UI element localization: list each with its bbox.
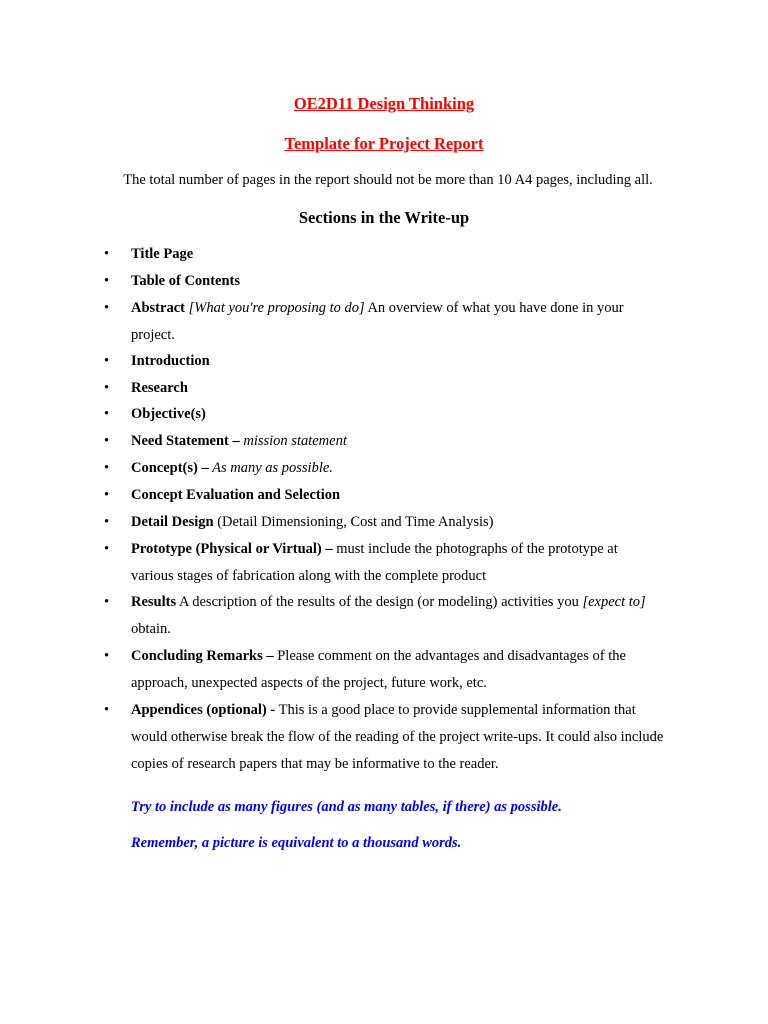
section-heading: Sections in the Write-up [298, 208, 470, 227]
bullet-icon: • [104, 594, 110, 610]
item-label: Abstract [131, 300, 185, 316]
list-item-concluding-remarks [104, 643, 664, 697]
course-title: OE2D11 Design Thinking [293, 94, 475, 113]
bullet-icon: • [104, 514, 110, 530]
bullet-icon: • [104, 353, 110, 369]
item-text-end: obtain. [131, 621, 171, 637]
bullet-icon: • [104, 460, 110, 476]
list-item-results [104, 589, 664, 643]
item-text: An overview of what you have done in your project. [131, 300, 624, 343]
item-label: Prototype (Physical or Virtual) – [131, 541, 333, 557]
list-item-concept-evaluation [104, 482, 664, 509]
bullet-icon: • [104, 541, 110, 557]
bullet-icon: • [104, 406, 110, 422]
bullet-icon: • [104, 487, 110, 503]
item-label: Results [131, 594, 177, 610]
bullet-icon: • [104, 648, 110, 664]
list-item-table-of-contents [104, 268, 664, 295]
item-italic: As many as possible. [208, 460, 333, 476]
item-text: This is a good place to provide supplemental information that would otherwise break the flow of the reading of the project write-ups. It could also include copies of research papers that may be informative to the reader. [131, 702, 664, 772]
item-label: Title Page [131, 246, 194, 262]
item-italic: [What you're proposing to do] [184, 300, 365, 316]
list-item-introduction [104, 348, 664, 375]
item-label: Appendices (optional) - [131, 702, 276, 718]
item-label: Table of Contents [131, 273, 241, 289]
list-item-objectives [104, 401, 664, 428]
bullet-icon: • [104, 246, 110, 262]
item-label: Objective(s) [131, 406, 206, 422]
list-item-need-statement [104, 428, 664, 455]
list-item-abstract [104, 295, 664, 349]
picture-note: Remember, a picture is equivalent to a thousand words. [131, 835, 462, 851]
item-label: Need Statement – [131, 433, 240, 449]
intro-paragraph: The total number of pages in the report should not be more than 10 A4 pages, including all. [123, 172, 653, 188]
list-item-detail-design [104, 509, 664, 536]
list-item-concepts [104, 455, 664, 482]
item-label: Detail Design [131, 514, 214, 530]
item-label: Concluding Remarks – [131, 648, 274, 664]
item-label: Concept Evaluation and Selection [131, 487, 341, 503]
item-text: (Detail Dimensioning, Cost and Time Analysis) [213, 514, 494, 530]
item-text: Please comment on the advantages and disadvantages of the approach, unexpected aspects of the project, future work, etc. [131, 648, 626, 691]
list-item-appendices [104, 697, 664, 778]
bullet-icon: • [104, 380, 110, 396]
bullet-icon: • [104, 300, 110, 316]
item-text: A description of the results of the design (or modeling) activities you [176, 594, 583, 610]
list-item-research [104, 375, 664, 402]
template-title: Template for Project Report [284, 134, 484, 153]
item-italic: [expect to] [582, 594, 646, 610]
list-item-title-page [104, 241, 664, 268]
item-label: Research [131, 380, 188, 396]
bullet-icon: • [104, 702, 110, 718]
item-label: Concept(s) – [131, 460, 209, 476]
bullet-icon: • [104, 433, 110, 449]
item-text: must include the photographs of the prototype at various stages of fabrication along with the complete product [131, 541, 618, 584]
bullet-icon: • [104, 273, 110, 289]
item-italic: mission statement [239, 433, 347, 449]
list-item-prototype [104, 536, 664, 590]
item-label: Introduction [131, 353, 210, 369]
figures-note: Try to include as many figures (and as many tables, if there) as possible. [131, 799, 562, 815]
